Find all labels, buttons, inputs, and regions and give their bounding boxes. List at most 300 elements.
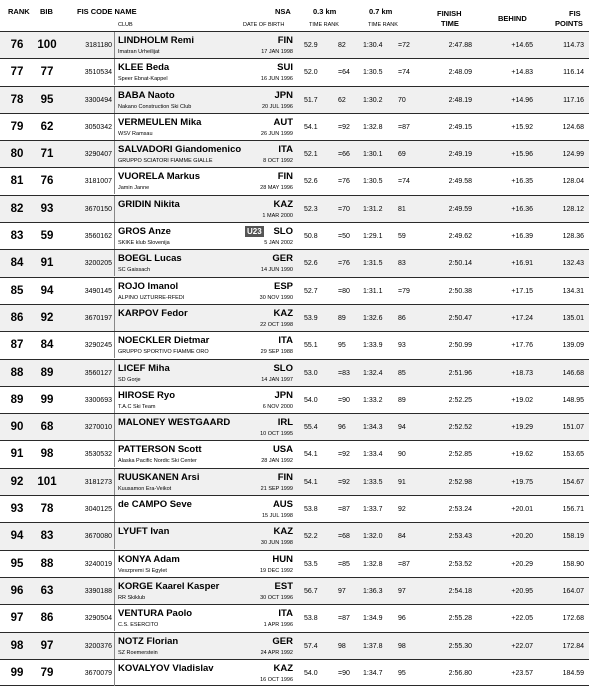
split1-rank: =80 <box>338 287 350 295</box>
split1-time: 51.7 <box>304 96 318 104</box>
behind-time: +22.05 <box>511 615 533 623</box>
nsa-code: HUN <box>272 553 293 565</box>
nsa-code: KAZ <box>273 307 293 319</box>
club-name: Veszpremi Si Egylet <box>118 567 167 574</box>
rank-cell: 81 <box>10 175 24 188</box>
split1-time: 52.7 <box>304 287 318 295</box>
finish-time: 2:49.59 <box>448 205 472 213</box>
header-split2-sub: TIME RANK <box>368 22 398 28</box>
finish-time: 2:52.25 <box>448 396 472 404</box>
split2-rank: =87 <box>398 560 410 568</box>
bib-cell: 68 <box>40 421 54 434</box>
finish-time: 2:49.62 <box>448 233 472 241</box>
split1-rank: =90 <box>338 669 350 677</box>
bib-cell: 92 <box>40 311 54 324</box>
athlete-name: de CAMPO Seve <box>118 499 192 511</box>
split1-time: 53.8 <box>304 615 318 623</box>
fis-code-cell: 3200205 <box>84 260 112 268</box>
fis-code-cell: 3670079 <box>84 669 112 677</box>
split2-time: 1:34.7 <box>363 669 383 677</box>
finish-time: 2:55.28 <box>448 615 472 623</box>
rank-cell: 91 <box>10 448 24 461</box>
column-divider <box>114 605 115 631</box>
date-of-birth: 8 OCT 1992 <box>263 158 293 165</box>
split2-time: 1:36.3 <box>363 587 383 595</box>
athlete-name: NOTZ Florian <box>118 635 179 647</box>
header-finish-sub: TIME <box>441 19 459 28</box>
date-of-birth: 17 JAN 1998 <box>261 49 293 55</box>
split2-rank: 69 <box>398 151 406 159</box>
split2-rank: 89 <box>398 396 406 404</box>
fis-code-cell: 3270010 <box>84 424 112 432</box>
rank-cell: 99 <box>10 666 24 679</box>
header-nsa: NSA <box>275 7 291 16</box>
bib-cell: 88 <box>40 557 54 570</box>
table-row <box>0 113 589 140</box>
split2-rank: 81 <box>398 205 406 213</box>
split2-time: 1:34.3 <box>363 424 383 432</box>
behind-time: +15.96 <box>511 151 533 159</box>
finish-time: 2:53.24 <box>448 506 472 514</box>
club-name: GRUPPO SPORTIVO FIAMME ORO <box>118 349 209 356</box>
bib-cell: 99 <box>40 393 54 406</box>
behind-time: +19.29 <box>511 424 533 432</box>
split2-time: 1:30.4 <box>363 42 383 49</box>
nsa-code: GER <box>272 635 293 647</box>
header-fis-points: POINTS <box>555 19 583 28</box>
behind-time: +20.95 <box>511 587 533 595</box>
bib-cell: 93 <box>40 202 54 215</box>
split2-rank: 97 <box>398 587 406 595</box>
bib-cell: 91 <box>40 257 54 270</box>
date-of-birth: 30 JUN 1998 <box>260 540 293 547</box>
fis-points: 164.07 <box>562 587 584 595</box>
rank-cell: 94 <box>10 530 24 543</box>
athlete-name: KOVALYOV Vladislav <box>118 662 214 674</box>
rank-cell: 77 <box>10 66 24 79</box>
finish-time: 2:50.99 <box>448 342 472 350</box>
column-divider <box>114 360 115 386</box>
athlete-name: LICEF Miha <box>118 362 170 374</box>
club-name: Jamin Janne <box>118 185 150 192</box>
finish-time: 2:48.09 <box>448 69 472 77</box>
table-row <box>0 577 589 604</box>
athlete-name: KORGE Kaarel Kasper <box>118 580 220 592</box>
table-row <box>0 550 589 577</box>
date-of-birth: 20 JUL 1996 <box>262 103 293 110</box>
behind-time: +17.76 <box>511 342 533 350</box>
behind-time: +23.57 <box>511 669 533 677</box>
split1-time: 55.4 <box>304 424 318 432</box>
nsa-code: JPN <box>274 389 293 401</box>
column-divider <box>114 59 115 85</box>
finish-time: 2:53.43 <box>448 533 472 541</box>
fis-code-cell: 3050342 <box>84 123 112 131</box>
athlete-name: VENTURA Paolo <box>118 608 193 620</box>
behind-time: +16.35 <box>511 178 533 186</box>
date-of-birth: 16 OCT 1996 <box>260 676 293 683</box>
split2-time: 1:32.8 <box>363 123 383 131</box>
athlete-name: ROJO Imanol <box>118 280 179 292</box>
split2-time: 1:33.7 <box>363 506 383 514</box>
fis-points: 135.01 <box>562 314 584 322</box>
table-row <box>0 249 589 276</box>
split1-rank: 98 <box>338 642 346 650</box>
fis-code-cell: 3240019 <box>84 560 112 568</box>
date-of-birth: 26 JUN 1999 <box>260 130 293 137</box>
column-divider <box>114 141 115 167</box>
split2-rank: 86 <box>398 314 406 322</box>
rank-cell: 95 <box>10 557 24 570</box>
table-row <box>0 277 589 304</box>
fis-code-cell: 3490145 <box>84 287 112 295</box>
fis-points: 172.68 <box>562 615 584 623</box>
bib-cell: 83 <box>40 530 54 543</box>
rank-cell: 93 <box>10 503 24 516</box>
behind-time: +20.29 <box>511 560 533 568</box>
split2-rank: 91 <box>398 478 406 486</box>
nsa-code: FIN <box>277 471 293 483</box>
split2-time: 1:32.8 <box>363 560 383 568</box>
split1-time: 52.6 <box>304 260 318 268</box>
rank-cell: 80 <box>10 148 24 161</box>
table-row <box>0 86 589 113</box>
table-row <box>0 195 589 222</box>
athlete-name: PATTERSON Scott <box>118 444 202 456</box>
split2-rank: 93 <box>398 342 406 350</box>
column-divider <box>114 523 115 549</box>
rank-cell: 98 <box>10 639 24 652</box>
finish-time: 2:52.98 <box>448 478 472 486</box>
behind-time: +14.65 <box>511 42 533 49</box>
behind-time: +19.75 <box>511 478 533 486</box>
date-of-birth: 28 JAN 1992 <box>261 458 293 465</box>
split2-rank: 96 <box>398 615 406 623</box>
split2-rank: =79 <box>398 287 410 295</box>
athlete-name: MALONEY WESTGAARD <box>118 417 231 429</box>
split1-time: 53.0 <box>304 369 318 377</box>
nsa-code: USA <box>272 444 293 456</box>
fis-code-cell: 3670080 <box>84 533 112 541</box>
column-divider <box>114 633 115 659</box>
finish-time: 2:54.18 <box>448 587 472 595</box>
fis-points: 148.95 <box>562 396 584 404</box>
split2-time: 1:30.2 <box>363 96 383 104</box>
nsa-code: ITA <box>278 144 293 156</box>
header-rank: RANK <box>8 7 30 16</box>
column-divider <box>114 414 115 440</box>
finish-time: 2:50.47 <box>448 314 472 322</box>
rank-cell: 83 <box>10 230 24 243</box>
date-of-birth: 5 JAN 2002 <box>264 240 293 247</box>
header-bib: BIB <box>40 7 53 16</box>
fis-points: 134.31 <box>562 287 584 295</box>
behind-time: +14.96 <box>511 96 533 104</box>
split2-time: 1:31.5 <box>363 260 383 268</box>
finish-time: 2:53.52 <box>448 560 472 568</box>
rank-cell: 86 <box>10 311 24 324</box>
column-divider <box>114 578 115 604</box>
split2-time: 1:32.4 <box>363 369 383 377</box>
header-split1: 0.3 km <box>313 7 337 16</box>
header-finish: FINISH <box>437 9 462 18</box>
athlete-name: LYUFT Ivan <box>118 526 170 538</box>
nsa-code: KAZ <box>273 198 293 210</box>
split1-rank: 89 <box>338 314 346 322</box>
date-of-birth: 1 MAR 2000 <box>262 212 293 219</box>
column-divider <box>114 250 115 276</box>
split2-time: 1:29.1 <box>363 233 383 241</box>
fis-points: 124.99 <box>562 151 584 159</box>
nsa-code: FIN <box>277 35 293 46</box>
date-of-birth: 15 JUL 1998 <box>262 513 293 520</box>
split2-time: 1:37.8 <box>363 642 383 650</box>
fis-code-cell: 3040125 <box>84 506 112 514</box>
bib-cell: 101 <box>37 475 57 488</box>
split1-rank: =92 <box>338 451 350 459</box>
date-of-birth: 28 MAY 1996 <box>260 185 293 192</box>
column-divider <box>114 32 115 58</box>
split1-rank: 82 <box>338 42 346 49</box>
split1-rank: 96 <box>338 424 346 432</box>
behind-time: +17.24 <box>511 314 533 322</box>
club-name: Imatran Urheilijat <box>118 49 160 55</box>
split2-rank: 70 <box>398 96 406 104</box>
bib-cell: 89 <box>40 366 54 379</box>
column-divider <box>114 278 115 304</box>
split2-time: 1:30.5 <box>363 178 383 186</box>
fis-points: 139.09 <box>562 342 584 350</box>
bib-cell: 62 <box>40 120 54 133</box>
bib-cell: 77 <box>40 66 54 79</box>
split2-rank: 90 <box>398 451 406 459</box>
table-header <box>0 0 589 31</box>
split2-time: 1:30.1 <box>363 151 383 159</box>
finish-time: 2:56.80 <box>448 669 472 677</box>
athlete-name: KLEE Beda <box>118 62 170 74</box>
fis-points: 114.73 <box>563 42 584 49</box>
club-name: SD Gorje <box>118 376 141 383</box>
fis-code-cell: 3181007 <box>84 178 112 186</box>
bib-cell: 76 <box>40 175 54 188</box>
split1-rank: 97 <box>338 587 346 595</box>
column-divider <box>114 168 115 194</box>
split1-time: 52.1 <box>304 151 318 159</box>
behind-time: +16.36 <box>511 205 533 213</box>
split1-rank: =83 <box>338 369 350 377</box>
behind-time: +16.91 <box>511 260 533 268</box>
behind-time: +20.20 <box>511 533 533 541</box>
nsa-code: JPN <box>274 89 293 101</box>
split1-rank: =68 <box>338 533 350 541</box>
bib-cell: 95 <box>40 93 54 106</box>
table-row <box>0 495 589 522</box>
athlete-name: GROS Anze <box>118 226 171 238</box>
nsa-code: EST <box>274 580 293 592</box>
split1-rank: =92 <box>338 478 350 486</box>
split2-rank: =87 <box>398 123 410 131</box>
split2-rank: =72 <box>398 42 410 49</box>
split1-rank: 95 <box>338 342 346 350</box>
fis-points: 128.12 <box>562 205 584 213</box>
athlete-name: BOEGL Lucas <box>118 253 182 265</box>
bib-cell: 71 <box>40 148 54 161</box>
date-of-birth: 10 OCT 1995 <box>260 431 293 438</box>
rank-cell: 90 <box>10 421 24 434</box>
split1-time: 54.1 <box>304 123 318 131</box>
date-of-birth: 24 APR 1992 <box>260 649 293 656</box>
nsa-code: AUT <box>273 116 293 128</box>
table-row <box>0 331 589 358</box>
split1-rank: =66 <box>338 151 350 159</box>
rank-cell: 87 <box>10 339 24 352</box>
column-divider <box>114 469 115 495</box>
fis-points: 128.04 <box>562 178 584 186</box>
date-of-birth: 30 OCT 1996 <box>260 594 293 601</box>
column-divider <box>114 87 115 113</box>
rank-cell: 85 <box>10 284 24 297</box>
bib-cell: 86 <box>40 612 54 625</box>
rank-cell: 89 <box>10 393 24 406</box>
bib-cell: 98 <box>40 448 54 461</box>
split2-rank: 98 <box>398 642 406 650</box>
split1-time: 54.0 <box>304 669 318 677</box>
table-row <box>0 522 589 549</box>
header-fis-code-name: FIS CODE NAME <box>77 7 137 16</box>
split2-rank: 85 <box>398 369 406 377</box>
u23-badge: U23 <box>247 227 262 237</box>
date-of-birth: 14 JUN 1990 <box>260 267 293 274</box>
finish-time: 2:50.38 <box>448 287 472 295</box>
fis-code-cell: 3530532 <box>84 451 112 459</box>
nsa-code: ITA <box>278 335 293 347</box>
bib-cell: 97 <box>40 639 54 652</box>
header-club: CLUB <box>118 22 133 28</box>
split2-time: 1:32.6 <box>363 314 383 322</box>
athlete-name: VERMEULEN Mika <box>118 116 202 128</box>
split1-rank: =87 <box>338 615 350 623</box>
athlete-name: SALVADORI Giandomenico <box>118 144 242 156</box>
column-divider <box>114 387 115 413</box>
split1-time: 54.1 <box>304 451 318 459</box>
header-behind: BEHIND <box>498 14 527 23</box>
column-divider <box>114 551 115 577</box>
split2-rank: 84 <box>398 533 406 541</box>
column-divider <box>114 441 115 467</box>
nsa-code: IRL <box>277 417 293 429</box>
table-row <box>0 140 589 167</box>
split1-time: 57.4 <box>304 642 318 650</box>
date-of-birth: 19 DEC 1992 <box>259 567 293 574</box>
rank-cell: 88 <box>10 366 24 379</box>
fis-code-cell: 3200376 <box>84 642 112 650</box>
header-dob: DATE OF BIRTH <box>243 22 285 28</box>
rank-cell: 78 <box>10 93 24 106</box>
nsa-code: KAZ <box>273 526 293 538</box>
fis-points: 128.36 <box>562 233 584 241</box>
split1-rank: =50 <box>338 233 350 241</box>
column-divider <box>114 332 115 358</box>
behind-time: +19.02 <box>511 396 533 404</box>
fis-points: 116.14 <box>563 69 584 77</box>
split2-rank: =74 <box>398 178 410 186</box>
fis-code-cell: 3181180 <box>85 42 112 49</box>
athlete-name: RUUSKANEN Arsi <box>118 471 200 483</box>
finish-time: 2:50.14 <box>448 260 472 268</box>
split2-time: 1:33.9 <box>363 342 383 350</box>
fis-code-cell: 3670197 <box>84 314 112 322</box>
split2-rank: 94 <box>398 424 406 432</box>
nsa-code: GER <box>272 253 293 265</box>
club-name: SKIKE klub Slovenija <box>118 240 170 247</box>
date-of-birth: 21 SEP 1999 <box>260 485 293 492</box>
split2-time: 1:30.5 <box>363 69 383 77</box>
behind-time: +15.92 <box>511 123 533 131</box>
split1-rank: =90 <box>338 396 350 404</box>
rank-cell: 84 <box>10 257 24 270</box>
fis-code-cell: 3510534 <box>84 69 112 77</box>
finish-time: 2:55.30 <box>448 642 472 650</box>
table-row <box>0 31 589 58</box>
date-of-birth: 22 OCT 1998 <box>260 321 293 328</box>
date-of-birth: 6 NOV 2000 <box>262 403 293 410</box>
table-row <box>0 440 589 467</box>
fis-code-cell: 3290407 <box>84 151 112 159</box>
header-split2: 0.7 km <box>369 7 393 16</box>
nsa-code: ITA <box>278 608 293 620</box>
split1-rank: =64 <box>338 69 350 77</box>
split2-time: 1:33.2 <box>363 396 383 404</box>
rank-cell: 79 <box>10 120 24 133</box>
split1-time: 53.8 <box>304 506 318 514</box>
fis-code-cell: 3300494 <box>84 96 112 104</box>
athlete-name: BABA Naoto <box>118 89 175 101</box>
athlete-name: KONYA Adam <box>118 553 180 565</box>
split1-rank: =76 <box>338 178 350 186</box>
split2-time: 1:32.0 <box>363 533 383 541</box>
date-of-birth: 1 APR 1996 <box>263 622 293 629</box>
bib-cell: 100 <box>37 39 57 51</box>
split2-time: 1:31.1 <box>363 287 383 295</box>
fis-points: 117.16 <box>563 96 584 104</box>
finish-time: 2:49.58 <box>448 178 472 186</box>
column-divider <box>114 660 115 686</box>
fis-code-cell: 3560162 <box>84 233 112 241</box>
column-divider <box>114 114 115 140</box>
split1-time: 52.2 <box>304 533 318 541</box>
nsa-code: SLO <box>273 226 293 238</box>
athlete-name: GRIDIN Nikita <box>118 198 180 210</box>
behind-time: +14.83 <box>511 69 533 77</box>
column-divider <box>114 496 115 522</box>
club-name: Nakano Construction Ski Club <box>118 103 192 110</box>
date-of-birth: 29 SEP 1988 <box>260 349 293 356</box>
date-of-birth: 16 JUN 1996 <box>260 76 293 83</box>
split2-time: 1:34.9 <box>363 615 383 623</box>
split1-time: 52.9 <box>304 42 318 49</box>
fis-code-cell: 3560127 <box>84 369 112 377</box>
nsa-code: ESP <box>273 280 293 292</box>
club-name: GRUPPO SCIATORI FIAMME GIALLE <box>118 158 213 165</box>
fis-points: 154.67 <box>562 478 584 486</box>
column-divider <box>114 305 115 331</box>
fis-code-cell: 3181273 <box>84 478 112 486</box>
split1-time: 53.9 <box>304 314 318 322</box>
rank-cell: 96 <box>10 584 24 597</box>
behind-time: +16.39 <box>511 233 533 241</box>
behind-time: +17.15 <box>511 287 533 295</box>
header-fis: FIS <box>569 9 581 18</box>
